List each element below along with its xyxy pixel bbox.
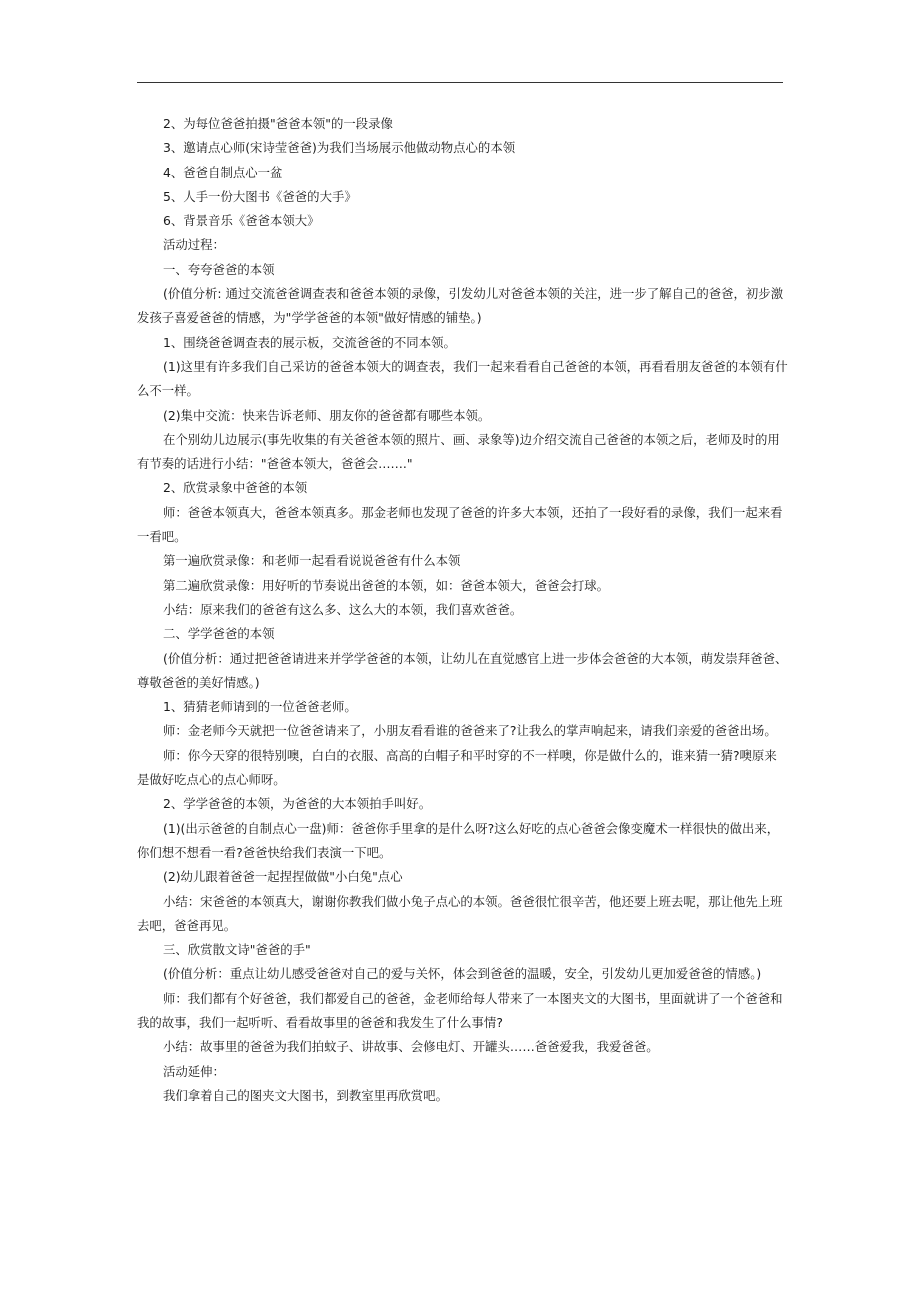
paragraph-line: 我们拿着自己的图夹文大图书，到教室里再欣赏吧。: [163, 1087, 448, 1103]
paragraph-line: 我的故事，我们一起听听、看看故事里的爸爸和我发生了什么事情?: [137, 1014, 503, 1030]
paragraph-line: (价值分析: 通过交流爸爸调查表和爸爸本领的录像，引发幼儿对爸爸本领的关注，进一步了解自己的爸爸，初步激: [163, 286, 784, 302]
paragraph-line: 活动过程：: [163, 237, 225, 253]
paragraph-line: 在个别幼儿边展示(事先收集的有关爸爸本领的照片、画、录象等)边介绍交流自己爸爸的本领之后，老师及时的用: [163, 431, 780, 447]
paragraph-line: 第二遍欣赏录像：用好听的节奏说出爸爸的本领，如：爸爸本领大，爸爸会打球。: [163, 577, 610, 593]
paragraph-line: (2)集中交流：快来告诉老师、朋友你的爸爸都有哪些本领。: [163, 407, 491, 423]
paragraph-line: (2)幼儿跟着爸爸一起捏捏做做"小白兔"点心: [163, 869, 403, 885]
header-rule: [137, 82, 783, 83]
paragraph-line: (价值分析：重点让幼儿感受爸爸对自己的爱与关怀，体会到爸爸的温暖，安全，引发幼儿更加爱爸爸的情感。): [163, 966, 762, 982]
paragraph-line: 去吧，爸爸再见。: [137, 917, 237, 933]
paragraph-line: (1)这里有许多我们自己采访的爸爸本领大的调查表，我们一起来看看自己爸爸的本领，再看看朋友爸爸的本领有什: [163, 358, 788, 374]
paragraph-line: 师：爸爸本领真大，爸爸本领真多。那金老师也发现了爸爸的许多大本领，还拍了一段好看的录像，我们一起来看: [163, 504, 783, 520]
paragraph-line: 师：你今天穿的很特别噢，白白的衣服、高高的白帽子和平时穿的不一样噢，你是做什么的，谁来猜一猜?噢原来: [163, 747, 777, 763]
paragraph-line: 3、邀请点心师(宋诗莹爸爸)为我们当场展示他做动物点心的本领: [163, 140, 516, 156]
paragraph-line: 6、背景音乐《爸爸本领大》: [163, 213, 320, 229]
paragraph-line: 小结：故事里的爸爸为我们拍蚊子、讲故事、会修电灯、开罐头……爸爸爱我，我爱爸爸。: [163, 1039, 659, 1055]
paragraph-line: 么不一样。: [137, 383, 199, 399]
paragraph-line: 师：金老师今天就把一位爸爸请来了，小朋友看看谁的爸爸来了?让我么的掌声响起来，请我们亲爱的爸爸出场。: [163, 723, 777, 739]
paragraph-line: 1、猜猜老师请到的一位爸爸老师。: [163, 699, 357, 715]
paragraph-line: 活动延伸：: [163, 1063, 225, 1079]
paragraph-line: 4、爸爸自制点心一盆: [163, 164, 283, 180]
paragraph-line: 尊敬爸爸的美好情感。): [137, 674, 260, 690]
paragraph-line: 一看吧。: [137, 529, 187, 545]
paragraph-line: 2、为每位爸爸拍摄"爸爸本领"的一段录像: [163, 116, 393, 131]
paragraph-line: 一、夸夸爸爸的本领: [163, 261, 275, 277]
paragraph-line: 2、学学爸爸的本领，为爸爸的大本领拍手叫好。: [163, 796, 432, 812]
paragraph-line: 2、欣赏录象中爸爸的本领: [163, 480, 308, 496]
paragraph-line: 师：我们都有个好爸爸，我们都爱自己的爸爸，金老师给每人带来了一本图夹文的大图书，里面就讲了一个爸爸和: [163, 990, 783, 1006]
paragraph-line: 5、人手一份大图书《爸爸的大手》: [163, 188, 357, 204]
paragraph-line: 你们想不想看一看?爸爸快给我们表演一下吧。: [137, 844, 392, 860]
paragraph-line: 三、欣赏散文诗"爸爸的手": [163, 942, 311, 958]
paragraph-line: (1)(出示爸爸的自制点心一盘)师：爸爸你手里拿的是什么呀?这么好吃的点心爸爸会像变魔术一样很快的做出来，: [163, 820, 780, 836]
paragraph-line: 第一遍欣赏录像：和老师一起看看说说爸爸有什么本领: [163, 553, 461, 569]
paragraph-line: (价值分析：通过把爸爸请进来并学学爸爸的本领，让幼儿在直觉感官上进一步体会爸爸的大本领，萌发崇拜爸爸、: [163, 650, 788, 666]
paragraph-line: 小结：原来我们的爸爸有这么多、这么大的本领，我们喜欢爸爸。: [163, 601, 523, 617]
paragraph-line: 发孩子喜爱爸爸的情感，为"学学爸爸的本领"做好情感的铺垫。): [137, 310, 482, 326]
paragraph-line: 是做好吃点心的点心师呀。: [137, 772, 286, 788]
paragraph-line: 有节奏的话进行小结："爸爸本领大，爸爸会…….": [137, 456, 413, 472]
paragraph-line: 1、围绕爸爸调查表的展示板，交流爸爸的不同本领。: [163, 334, 456, 350]
paragraph-line: 二、学学爸爸的本领: [163, 626, 275, 642]
document-body: [137, 112, 787, 1108]
paragraph-line: 小结：宋爸爸的本领真大，谢谢你教我们做小兔子点心的本领。爸爸很忙很辛苦，他还要上班去呢，那让他先上班: [163, 893, 783, 909]
